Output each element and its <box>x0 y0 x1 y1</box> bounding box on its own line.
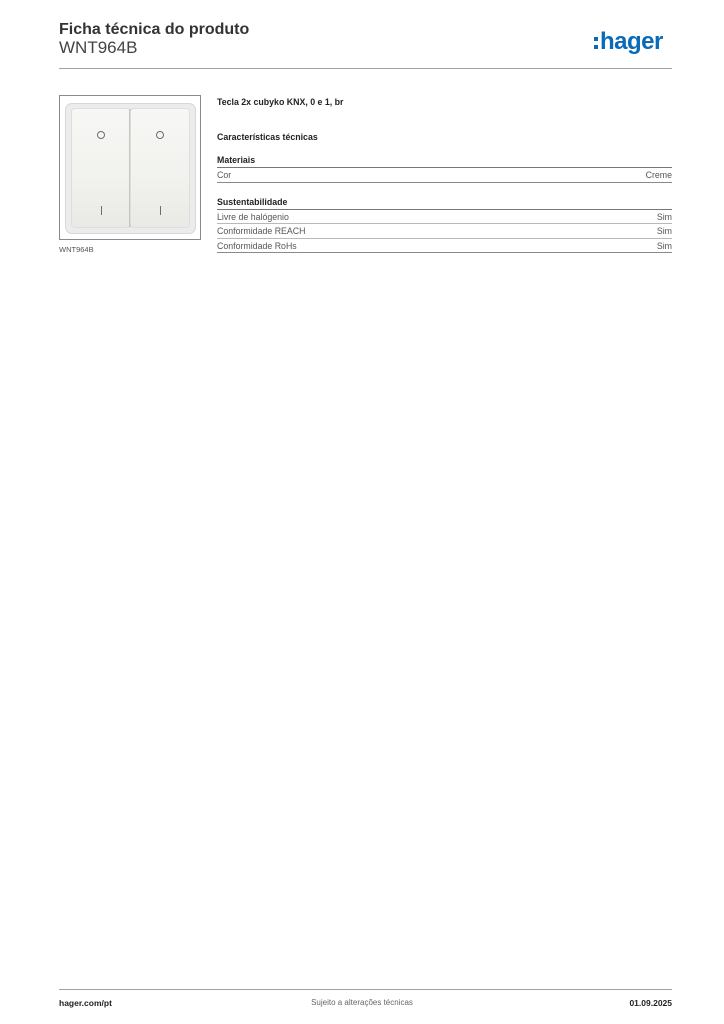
spec-row <box>217 239 672 254</box>
footer-website-link[interactable]: hager.com/pt <box>59 998 112 1008</box>
spec-group-title: Sustentabilidade <box>217 197 672 210</box>
logo-colon-icon <box>594 35 598 51</box>
footer-date: 01.09.2025 <box>629 998 672 1008</box>
hager-logo <box>594 28 663 56</box>
header-divider <box>59 68 672 69</box>
spec-value: Sim <box>656 211 672 222</box>
product-info <box>217 97 672 253</box>
product-code: WNT964B <box>59 38 138 57</box>
spec-label: Livre de halógenio <box>217 211 289 222</box>
spec-label: Conformidade RoHs <box>217 240 297 251</box>
spec-label: Conformidade REACH <box>217 226 306 236</box>
spec-group-title: Materiais <box>217 155 672 168</box>
spec-value: Sim <box>656 240 672 251</box>
spec-row <box>217 210 672 225</box>
product-image <box>59 95 201 240</box>
spec-group-sustentabilidade <box>217 197 672 254</box>
footer-note: Sujeito a alterações técnicas <box>311 998 413 1007</box>
product-name: Tecla 2x cubyko KNX, 0 e 1, br <box>217 97 344 107</box>
spec-group-materiais <box>217 155 672 183</box>
specs-heading: Características técnicas <box>217 132 318 142</box>
image-caption: WNT964B <box>59 245 94 254</box>
off-symbol-icon <box>97 131 105 139</box>
footer-divider <box>59 989 672 990</box>
left-rocker-graphic <box>72 109 130 227</box>
right-rocker-graphic <box>131 109 189 227</box>
on-symbol-icon <box>101 206 102 215</box>
document-title: Ficha técnica do produto <box>59 21 250 38</box>
spec-value: Sim <box>656 226 672 236</box>
spec-label: Cor <box>217 170 232 180</box>
spec-value: Creme <box>645 170 672 180</box>
on-symbol-icon <box>160 206 161 215</box>
switch-frame-graphic <box>65 103 196 234</box>
spec-row <box>217 168 672 183</box>
spec-row <box>217 224 672 239</box>
logo-wordmark: hager <box>600 28 663 55</box>
off-symbol-icon <box>156 131 164 139</box>
